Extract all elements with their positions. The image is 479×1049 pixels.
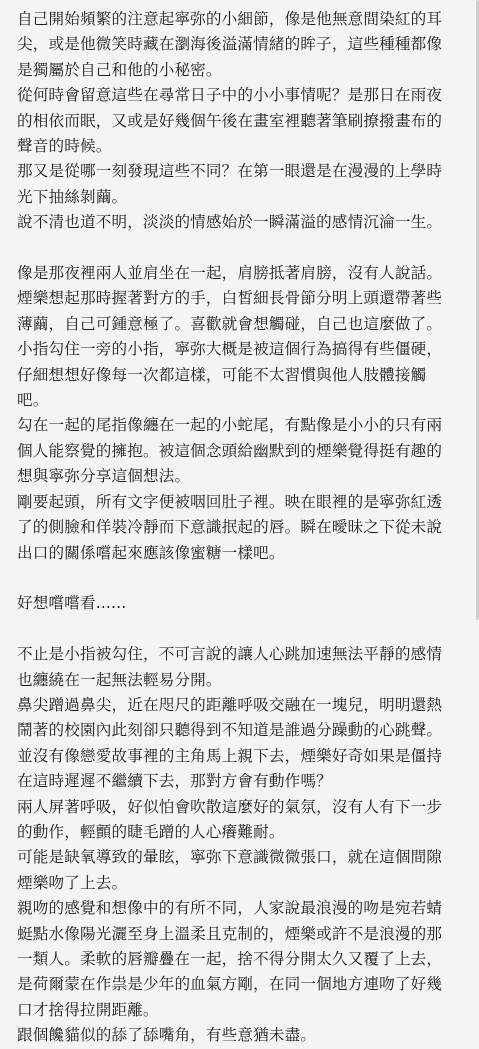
blank-line [17, 236, 461, 261]
text-line: 不止是小指被勾住，不可言說的讓人心跳加速無法平靜的感情 [17, 645, 443, 664]
text-line: 自己開始頻繁的注意起寧弥的小細節，像是他無意間染紅的耳 [17, 10, 443, 28]
text-line: 親吻的感覺和想像中的有所不同，人家說最浪漫的吻是宛若蜻 [17, 899, 443, 918]
text-line: 鬧著的校園內此刻卻只聽得到不知道是誰過分躁動的心跳聲。 [17, 721, 443, 740]
text-line: 像是那夜裡兩人並肩坐在一起，肩膀抵著肩膀，沒有人說話。 [17, 264, 443, 283]
text-line: 吧。 [17, 391, 49, 410]
text-line: 聲音的時候。 [17, 137, 112, 156]
text-line: 尖，或是他微笑時藏在瀏海後溢滿情緒的眸子，這些種種都像 [17, 35, 443, 54]
text-line: 個人能察覺的擁抱。被這個念頭給幽默到的煙樂覺得挺有趣的 [17, 441, 443, 460]
text-line: 小指勾住一旁的小指，寧弥大概是被這個行為搞得有些僵硬， [17, 340, 443, 359]
blank-line [17, 566, 461, 591]
text-line: 從何時會留意這些在尋常日子中的小小事情呢？是那日在雨夜 [17, 86, 443, 105]
text-line: 想與寧弥分享這個想法。 [17, 467, 191, 486]
text-line: 也纏繞在一起無法輕易分開。 [17, 670, 222, 689]
text-line: 是獨屬於自己和他的小秘密。 [17, 60, 222, 79]
text-line: 的動作，輕顫的睫毛蹭的人心癢難耐。 [17, 822, 285, 841]
text-line: 蜓點水像陽光灑至身上溫柔且克制的，煙樂或許不是浪漫的那 [17, 924, 443, 943]
text-line: 鼻尖蹭過鼻尖，近在咫尺的距離呼吸交融在一塊兒，明明還熱 [17, 695, 443, 714]
text-line: 光下抽絲剝繭。 [17, 187, 128, 206]
blank-line [17, 617, 461, 642]
text-line: 並沒有像戀愛故事裡的主角馬上親下去，煙樂好奇如果是僵持 [17, 746, 443, 765]
text-line: 是荷爾蒙在作祟是少年的血氣方剛，在同一個地方連吻了好幾 [17, 975, 443, 994]
text-line: 可能是缺氧導致的暈眩，寧弥下意識微微張口，就在這個間隙 [17, 848, 443, 867]
text-line: 一類人。柔軟的唇瓣疊在一起，捨不得分開太久又覆了上去， [17, 949, 443, 968]
text-line: 剛要起頭，所有文字便被咽回肚子裡。映在眼裡的是寧弥紅透 [17, 492, 443, 511]
text-line: 口才捨得拉開距離。 [17, 1000, 159, 1019]
text-line: 好想嚐嚐看...... [17, 594, 127, 613]
text-line: 煙樂吻了上去。 [17, 873, 128, 892]
text-line: 勾在一起的尾指像纏在一起的小蛇尾，有點像是小小的只有兩 [17, 416, 443, 435]
text-line: 煙樂想起那時握著對方的手，白皙細長骨節分明上頭還帶著些 [17, 289, 443, 308]
text-line: 出口的關係嚐起來應該像蜜糖一樣吧。 [17, 543, 285, 562]
text-line: 兩人屏著呼吸，好似怕會吹散這麼好的氣氛，沒有人有下一步 [17, 797, 443, 816]
text-line: 在這時遲遲不繼續下去，那對方會有動作嗎？ [17, 772, 332, 791]
text-line: 那又是從哪一刻發現這些不同？在第一眼還是在漫漫的上學時 [17, 162, 443, 181]
text-line: 仔細想想好像每一次都這樣，可能不太習慣與他人肢體接觸 [17, 365, 427, 384]
text-line: 說不清也道不明，淡淡的情感始於一瞬滿溢的感情沉淪一生。 [17, 213, 443, 232]
text-line: 的相依而眠，又或是好幾個午後在畫室裡聽著筆刷撩撥畫布的 [17, 111, 443, 130]
text-line: 薄繭，自己可鍾意極了。喜歡就會想觸碰，自己也這麼做了。 [17, 314, 443, 333]
text-line: 跟個饞貓似的舔了舔嘴角，有些意猶未盡。 [17, 1026, 317, 1045]
text-line: 了的側臉和佯裝冷靜而下意識抿起的唇。瞬在曖昧之下從未說 [17, 518, 443, 537]
